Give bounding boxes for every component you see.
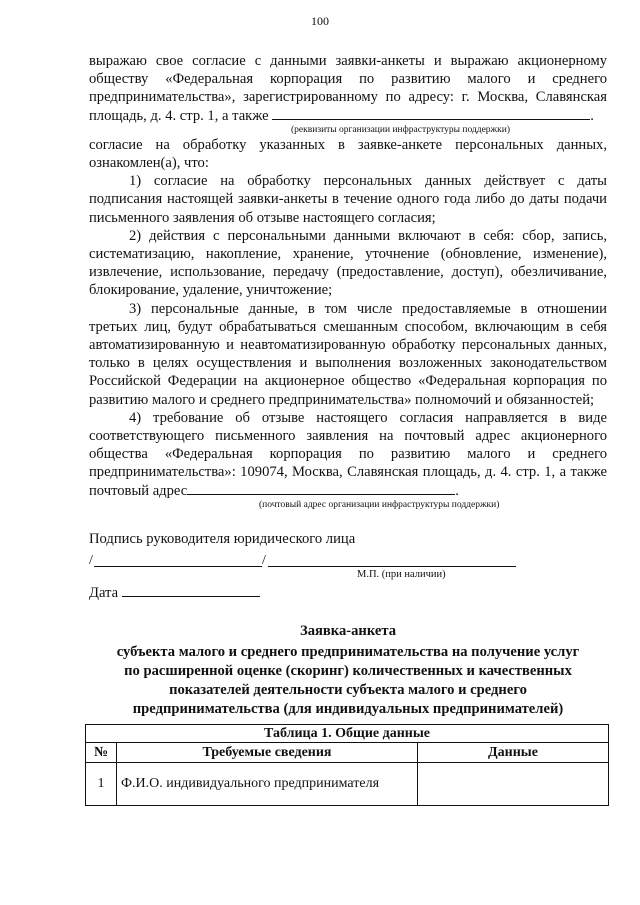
- signature-slash-right: /: [262, 553, 266, 568]
- form-title-line-4: показателей деятельности субъекта малого и среднего: [169, 682, 527, 698]
- date-line: [122, 584, 260, 597]
- table-header-row: [86, 743, 609, 763]
- row-field-label: Ф.И.О. индивидуального предпринимателя: [117, 763, 418, 806]
- form-title: [89, 622, 607, 719]
- date-row: [89, 584, 260, 602]
- consent-item-4-text: 4) требование об отзыве настоящего согласия направляется в виде соответствующего письменного заявления на почтовый адрес акционерного общества «Федеральная корпорация по развитию малого и среднего предпринимательства»: 109074, Москва, Славянская площадь, д. 4. стр. 1, а также почтовый адрес: [89, 409, 607, 499]
- date-label: Дата: [89, 585, 119, 601]
- header-required-info: Требуемые сведения: [117, 743, 418, 763]
- general-data-table: [85, 724, 609, 806]
- row-number: 1: [86, 763, 117, 806]
- consent-intro-paragraph: выражаю свое согласие с данными заявки-анкеты и выражаю акционерному обществу «Федеральная корпорация по развитию малого и среднего предпринимательства», зарегистрированному по адресу: г. Москва, Славянская площадь, д. 4. стр. 1, а также .: [89, 53, 607, 124]
- form-title-line-5: предпринимательства (для индивидуальных предпринимателей): [132, 701, 564, 717]
- postal-address-line: [187, 483, 455, 495]
- consent-statement: согласие на обработку указанных в заявке-анкете персональных данных, ознакомлен(а), что:: [89, 136, 607, 172]
- row-value-cell[interactable]: [418, 763, 609, 806]
- signature-line: [94, 566, 262, 567]
- stamp-label: М.П. (при наличии): [357, 569, 446, 580]
- form-title-line-2: субъекта малого и среднего предпринимательства на получение услуг: [116, 644, 580, 660]
- signature-label: Подпись руководителя юридического лица: [89, 531, 356, 547]
- name-line: [268, 566, 516, 567]
- org-details-caption: (реквизиты организации инфраструктуры поддержки): [291, 124, 510, 135]
- org-details-line: [272, 108, 590, 120]
- consent-item-4-paragraph: 4) требование об отзыве настоящего согласия направляется в виде соответствующего письменного заявления на почтовый адрес акционерного общества «Федеральная корпорация по развитию малого и среднего предпринимательства»: 109074, Москва, Славянская площадь, д. 4. стр. 1, а также почтовый адрес .: [89, 409, 607, 499]
- page-number: 100: [311, 14, 329, 28]
- consent-block: [89, 52, 607, 511]
- postal-address-caption: (почтовый адрес организации инфраструктуры поддержки): [259, 499, 500, 510]
- consent-item-1: 1) согласие на обработку персональных данных действует с даты подписания настоящей заявки-анкеты в течение одного года либо до даты подачи письменного заявления об отзыве настоящего согласия;: [89, 173, 607, 226]
- consent-intro-text: выражаю свое согласие с данными заявки-анкеты и выражаю акционерному обществу «Федеральная корпорация по развитию малого и среднего предпринимательства», зарегистрированному по адресу: г. Москва, Славянская площадь, д. 4. стр. 1, а также: [89, 53, 607, 124]
- form-title-line-1: Заявка-анкета: [300, 623, 396, 639]
- header-data: Данные: [418, 743, 609, 763]
- table-row: [86, 763, 609, 806]
- header-number: №: [86, 743, 117, 763]
- table-caption: Таблица 1. Общие данные: [86, 725, 609, 743]
- form-title-line-3: по расширенной оценке (скоринг) количественных и качественных: [124, 663, 572, 679]
- consent-item-2: 2) действия с персональными данными включают в себя: сбор, запись, систематизацию, накопление, хранение, уточнение (обновление, изменение), извлечение, использование, передачу (предоставление, доступ), обезличивание, блокирование, удаление, уничтожение;: [89, 227, 607, 299]
- signature-slash-left: /: [89, 553, 93, 568]
- consent-item-3: 3) персональные данные, в том числе предоставляемые в отношении третьих лиц, будут обрабатываться смешанным способом, включающим в себя автоматизированную и неавтоматизированную обработку персональных данных, только в целях осуществления и выполнения возложенных законодательством Российской Федерации на акционерное общество «Федеральная корпорация по развитию малого и среднего предпринимательства» полномочий и обязанностей;: [89, 300, 607, 408]
